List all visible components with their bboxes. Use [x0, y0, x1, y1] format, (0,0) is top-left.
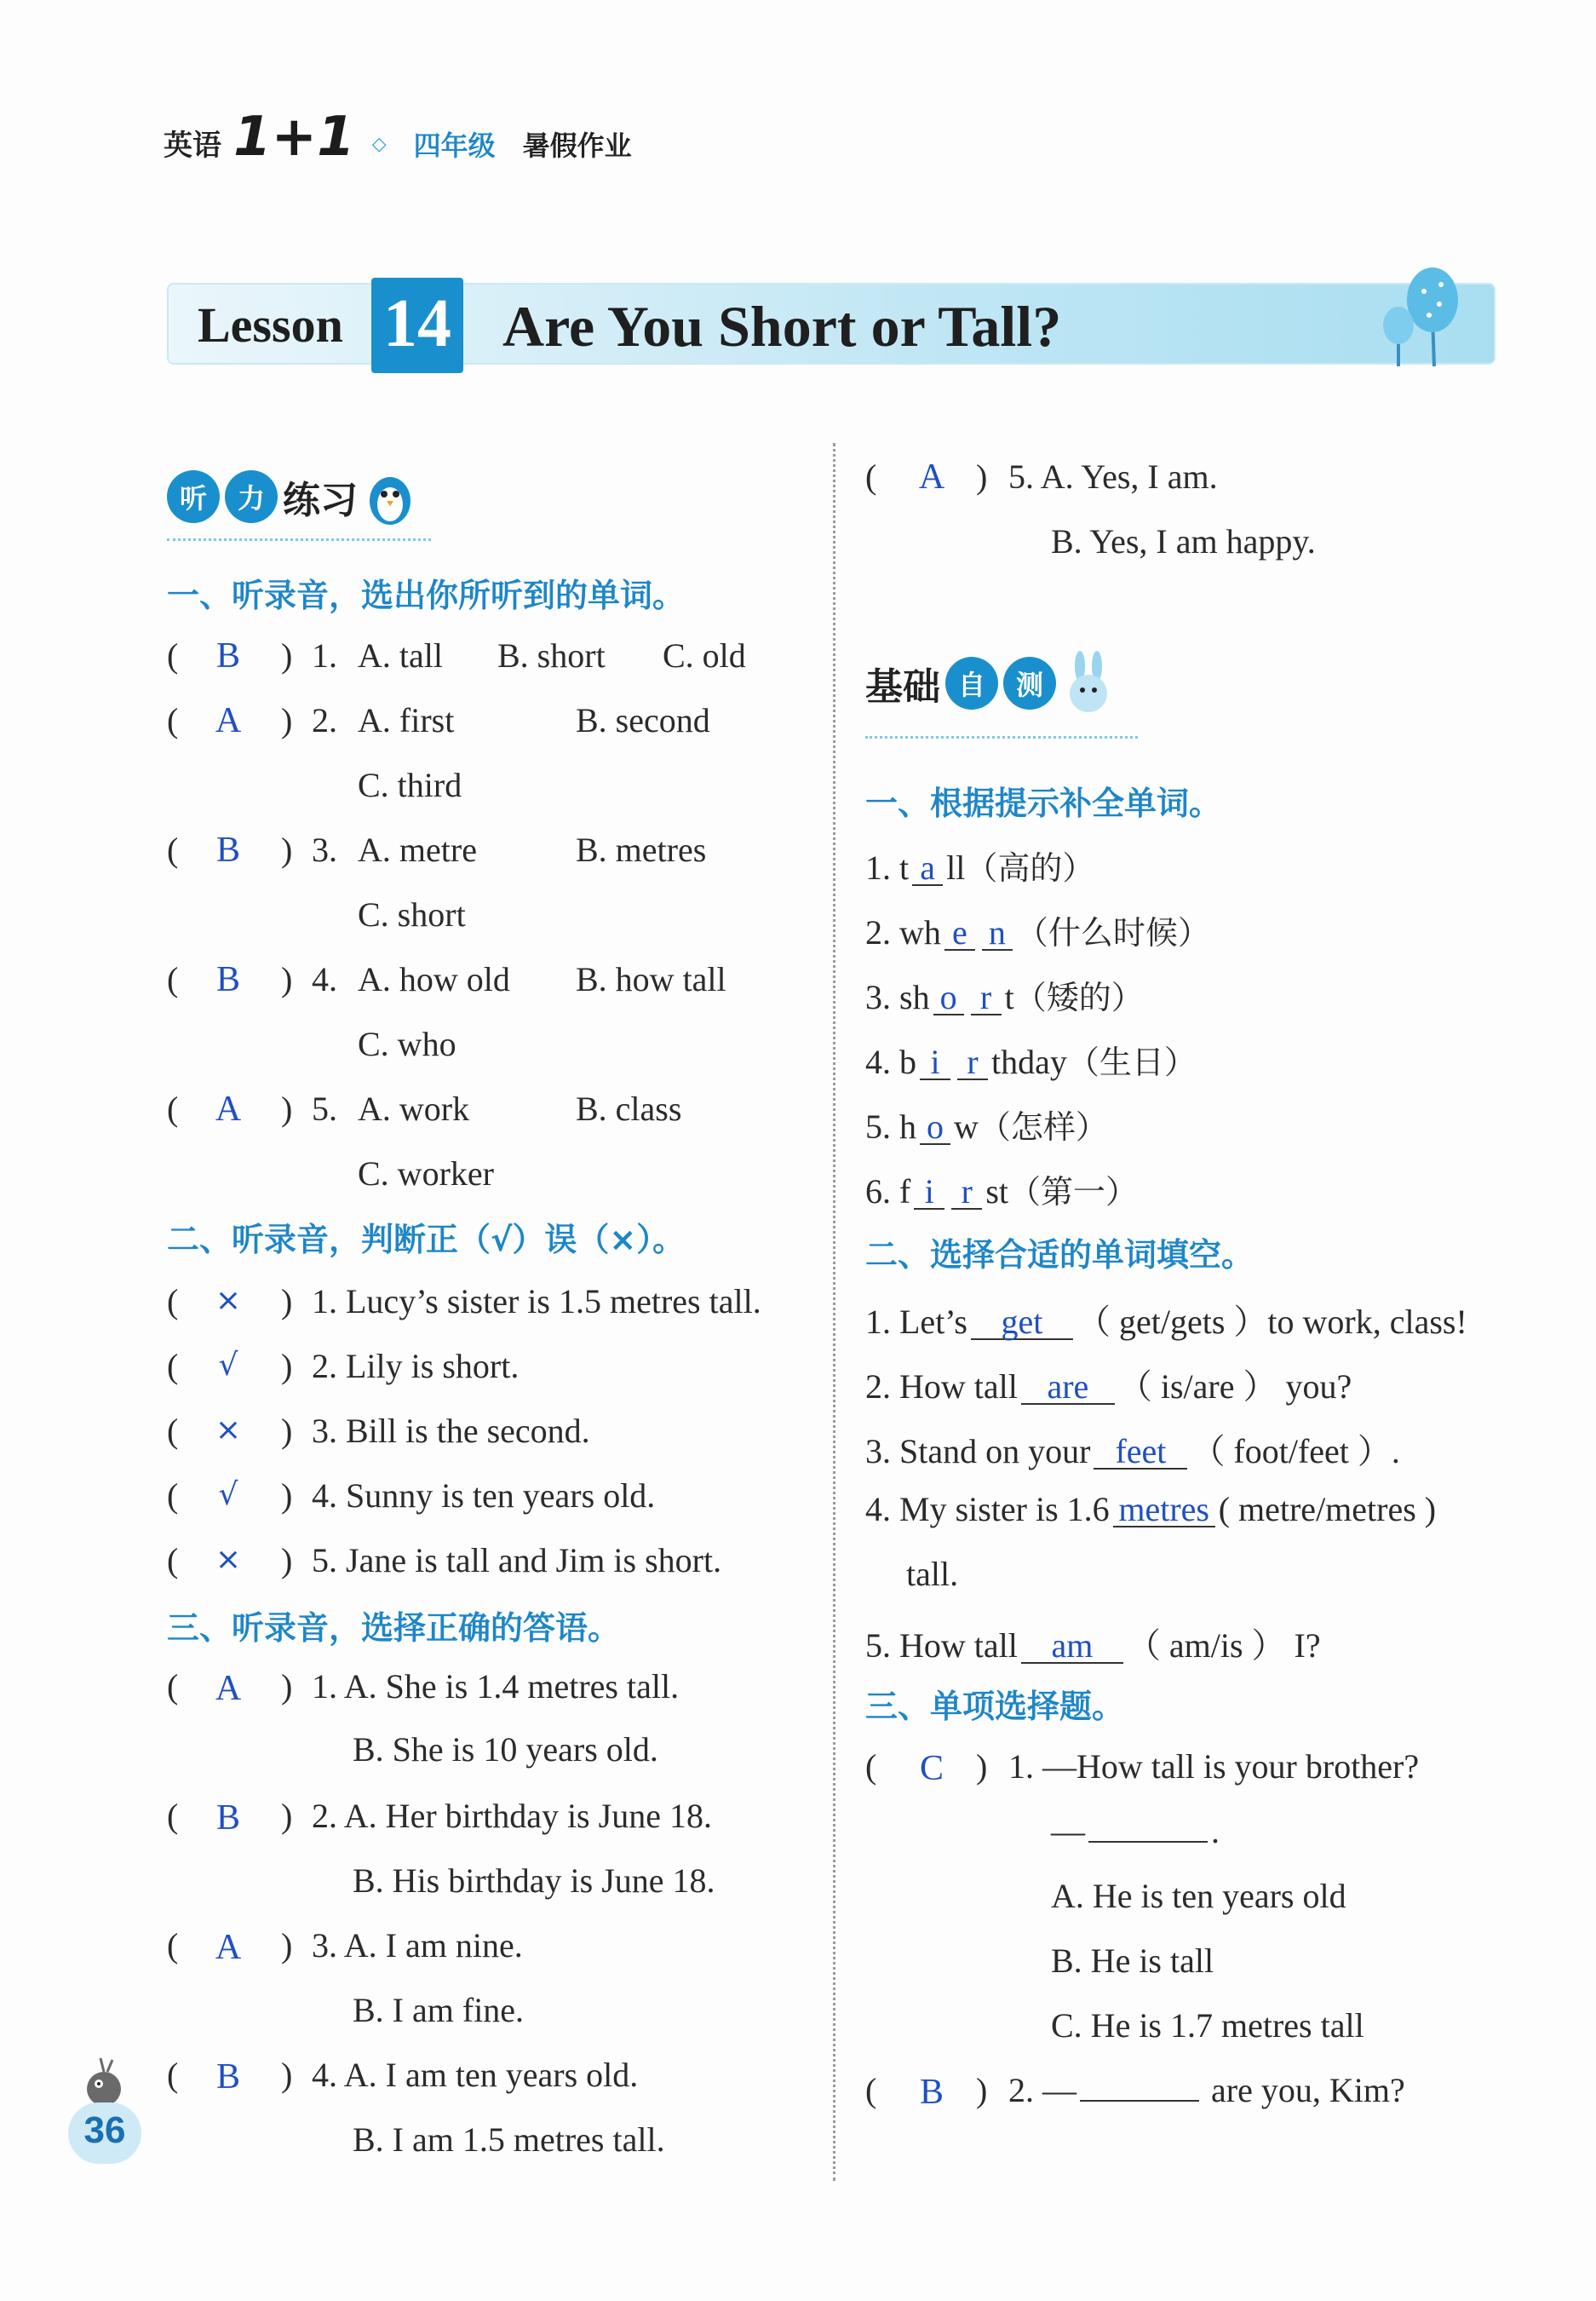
answer-bracket: ): [976, 2071, 988, 2109]
answer-bracket: (: [865, 1747, 877, 1786]
option-c: C. third: [358, 766, 462, 804]
choose-word-item: [865, 1424, 1400, 1473]
brand-header: [164, 95, 632, 169]
option-b: B. second: [576, 701, 710, 739]
option-b: B. I am fine.: [353, 1991, 525, 2029]
part2-heading: 二、听录音，判断正（√）误（×）。: [167, 1221, 686, 1258]
answer-bracket: ): [976, 457, 988, 496]
word-end: thday: [991, 1043, 1067, 1081]
answer-bracket: ): [281, 1412, 293, 1450]
statement: 1. Lucy’s sister is 1.5 metres tall.: [312, 1282, 761, 1320]
option-c: C. who: [358, 1025, 456, 1063]
answer-line: — .: [1051, 1812, 1220, 1850]
tree-icon: [1373, 266, 1467, 368]
bird-icon: [78, 2053, 129, 2108]
statement: 2. Lily is short.: [312, 1347, 520, 1385]
word-start: 5. h: [865, 1107, 916, 1146]
option-a: 5. A. Yes, I am.: [1008, 457, 1218, 496]
question-end: are you, Kim?: [1211, 2071, 1405, 2109]
answer-mark: ×: [215, 1542, 242, 1577]
answer-bracket: ): [281, 1541, 293, 1579]
answer-mark: B: [215, 636, 240, 676]
word-blank: metres: [1113, 1493, 1215, 1527]
page-number: 36: [83, 2109, 126, 2151]
answer-bracket: (: [167, 1347, 179, 1385]
banner-text: 基础: [865, 665, 940, 709]
sentence-start: 4. My sister is 1.6: [865, 1490, 1110, 1528]
answer-bracket: (: [167, 831, 179, 869]
banner-underline: [865, 736, 1138, 739]
answer-mark: A: [215, 1090, 242, 1129]
word-blank: get: [971, 1306, 1073, 1340]
answer-blank: [1080, 2100, 1199, 2102]
banner-text: 练习: [283, 479, 358, 522]
option-b: B. Yes, I am happy.: [1051, 522, 1316, 561]
option-b: B. She is 10 years old.: [353, 1730, 658, 1769]
fill-word-item: [865, 1165, 1138, 1212]
answer-mark: A: [215, 1928, 242, 1967]
choose-word-heading: 二、选择合适的单词填空。: [865, 1236, 1254, 1274]
answer-mark: B: [919, 2073, 944, 2112]
sentence-end: （ is/are ） you?: [1117, 1367, 1352, 1406]
word-end: ll: [946, 848, 966, 887]
fill-word-item: [865, 1036, 1197, 1083]
letter-blank: r: [971, 981, 1002, 1015]
answer-bracket: ): [976, 1747, 988, 1786]
option-b: B. His birthday is June 18.: [353, 1861, 715, 1900]
dash: —: [1051, 1812, 1085, 1850]
lesson-title: Are You Short or Tall?: [502, 294, 1062, 359]
chinese-hint: （矮的）: [1013, 979, 1144, 1016]
part3-heading: 三、听录音，选择正确的答语。: [167, 1609, 621, 1647]
fill-word-item: [865, 1101, 1108, 1148]
word-start: 1. t: [865, 848, 910, 887]
statement: 4. Sunny is ten years old.: [312, 1476, 656, 1515]
rabbit-icon: [1061, 651, 1116, 716]
question-number: 3.: [312, 831, 337, 869]
sentence-end: ( metre/metres ): [1218, 1490, 1437, 1528]
lesson-label: Lesson: [198, 297, 343, 353]
part1-heading: 一、听录音，选出你所听到的单词。: [167, 577, 686, 614]
answer-bracket: (: [167, 636, 179, 675]
option-a: A. metre: [358, 831, 477, 869]
answer-mark: √: [218, 1348, 238, 1383]
answer-mark: B: [215, 2057, 240, 2097]
banner-bubble: 自: [945, 657, 998, 710]
word-start: 3. sh: [865, 978, 930, 1016]
answer-bracket: ): [281, 2056, 293, 2094]
option-b: B. how tall: [576, 960, 726, 998]
answer-bracket: ): [281, 1667, 293, 1706]
answer-mark: B: [215, 1798, 240, 1838]
fill-word-item: [865, 971, 1144, 1018]
answer-bracket: (: [167, 1926, 179, 1964]
answer-bracket: (: [167, 960, 179, 998]
chinese-hint: （生日）: [1066, 1044, 1197, 1081]
brand-series: 暑假作业: [522, 129, 632, 162]
option-c: C. old: [663, 636, 746, 675]
word-blank: feet: [1094, 1435, 1187, 1470]
letter-blank: o: [933, 981, 964, 1015]
option-c: C. worker: [358, 1154, 494, 1193]
question-text: 1. —How tall is your brother?: [1008, 1747, 1420, 1786]
diamond-icon: ◇: [371, 133, 387, 154]
answer-bracket: ): [281, 1926, 293, 1964]
option-b: B. class: [576, 1090, 682, 1128]
chinese-hint: （高的）: [965, 849, 1095, 887]
word-blank: am: [1021, 1630, 1123, 1664]
banner-bubble: 测: [1003, 657, 1056, 710]
letter-blank: a: [912, 852, 943, 886]
answer-bracket: ): [281, 1282, 293, 1320]
chinese-hint: （什么时候）: [1015, 914, 1210, 952]
answer-bracket: (: [167, 1282, 179, 1320]
answer-bracket: ): [281, 1090, 293, 1128]
sentence-end: （ get/gets ）to work, class!: [1076, 1303, 1467, 1341]
fill-word-item: [865, 906, 1210, 953]
answer-bracket: (: [167, 1797, 179, 1835]
option-b: B. He is tall: [1051, 1941, 1214, 1980]
word-start: 4. b: [865, 1043, 916, 1081]
answer-mark: A: [215, 1669, 242, 1708]
letter-blank: i: [920, 1046, 950, 1080]
basic-self-test-banner: [865, 651, 1116, 716]
answer-bracket: ): [281, 1797, 293, 1835]
sentence-start: 2. How tall: [865, 1367, 1018, 1406]
banner-underline: [167, 538, 431, 541]
answer-bracket: (: [167, 2056, 179, 2094]
option-b: B. short: [497, 636, 606, 675]
answer-mark: A: [918, 457, 945, 497]
fill-word-item: [865, 842, 1094, 889]
answer-bracket: ): [281, 831, 293, 869]
sentence-start: 3. Stand on your: [865, 1432, 1091, 1470]
option-a: A. first: [358, 701, 455, 739]
chinese-hint: （怎样）: [978, 1108, 1108, 1146]
question-start: 2. —: [1008, 2071, 1076, 2109]
answer-mark: √: [218, 1477, 238, 1512]
banner-bubble: 力: [225, 470, 278, 523]
answer-bracket: (: [167, 1090, 179, 1128]
choose-word-item: [865, 1619, 1321, 1667]
letter-blank: o: [920, 1111, 950, 1145]
word-end: st: [985, 1172, 1009, 1211]
sentence-continuation: tall.: [906, 1555, 959, 1593]
word-start: 2. wh: [865, 913, 941, 952]
answer-bracket: ): [281, 1476, 293, 1515]
sentence-start: 5. How tall: [865, 1626, 1018, 1665]
column-divider: [833, 443, 835, 2181]
brand-grade: 四年级: [413, 129, 496, 162]
question-number: 4.: [312, 960, 337, 998]
option-a: 3. A. I am nine.: [312, 1926, 523, 1964]
single-choice-heading: 三、单项选择题。: [865, 1688, 1125, 1725]
answer-bracket: (: [167, 1412, 179, 1450]
banner-bubble: 听: [167, 470, 220, 523]
answer-bracket: (: [167, 701, 179, 739]
answer-bracket: (: [167, 1667, 179, 1706]
penguin-icon: [363, 467, 417, 526]
lesson-number: 14: [383, 286, 451, 361]
answer-bracket: ): [281, 701, 293, 739]
letter-blank: e: [944, 917, 975, 951]
answer-bracket: ): [281, 960, 293, 998]
choose-word-item: [865, 1489, 1436, 1529]
answer-bracket: (: [865, 457, 877, 496]
option-a: 2. A. Her birthday is June 18.: [312, 1797, 712, 1835]
option-c: C. short: [358, 895, 466, 934]
answer-bracket: ): [281, 1347, 293, 1385]
word-end: w: [954, 1107, 979, 1146]
sentence-start: 1. Let’s: [865, 1303, 967, 1341]
question-number: 1.: [312, 636, 337, 675]
choose-word-item: [865, 1295, 1467, 1343]
question-text: [1008, 2070, 1405, 2110]
answer-mark: ×: [215, 1283, 242, 1318]
sentence-end: （ am/is ） I?: [1126, 1626, 1321, 1665]
listening-practice-banner: [167, 467, 417, 526]
answer-mark: B: [215, 831, 240, 870]
word-start: 6. f: [865, 1172, 911, 1211]
option-c: C. He is 1.7 metres tall: [1051, 2006, 1364, 2045]
answer-mark: A: [215, 701, 242, 740]
letter-blank: i: [914, 1176, 944, 1210]
option-a: 4. A. I am ten years old.: [312, 2056, 639, 2094]
answer-bracket: (: [865, 2071, 877, 2109]
question-number: 5.: [312, 1090, 337, 1128]
answer-mark: ×: [215, 1412, 242, 1447]
choose-word-item: [865, 1360, 1352, 1408]
statement: 5. Jane is tall and Jim is short.: [312, 1541, 722, 1579]
answer-mark: B: [215, 960, 240, 999]
brand-subject: 英语: [164, 129, 221, 163]
statement: 3. Bill is the second.: [312, 1412, 590, 1450]
letter-blank: n: [982, 917, 1013, 951]
sentence-end: （ foot/feet ）.: [1191, 1432, 1400, 1470]
letter-blank: r: [957, 1046, 988, 1080]
option-a: A. He is ten years old: [1051, 1877, 1346, 1915]
word-end: t: [1004, 978, 1014, 1016]
question-number: 2.: [312, 701, 337, 739]
option-a: A. work: [358, 1090, 470, 1128]
answer-bracket: ): [281, 636, 293, 675]
option-a: 1. A. She is 1.4 metres tall.: [312, 1667, 680, 1706]
answer-bracket: (: [167, 1476, 179, 1515]
option-b: B. I am 1.5 metres tall.: [353, 2120, 665, 2159]
answer-bracket: (: [167, 1541, 179, 1579]
brand-logo: 1+1: [233, 106, 355, 169]
option-b: B. metres: [576, 831, 707, 869]
fill-word-heading: 一、根据提示补全单词。: [865, 785, 1222, 822]
chinese-hint: （第一）: [1008, 1173, 1139, 1211]
option-a: A. tall: [358, 636, 443, 675]
answer-blank: [1088, 1841, 1208, 1843]
word-blank: are: [1021, 1371, 1115, 1405]
option-a: A. how old: [358, 960, 510, 998]
letter-blank: r: [951, 1176, 982, 1210]
answer-mark: C: [919, 1749, 944, 1788]
